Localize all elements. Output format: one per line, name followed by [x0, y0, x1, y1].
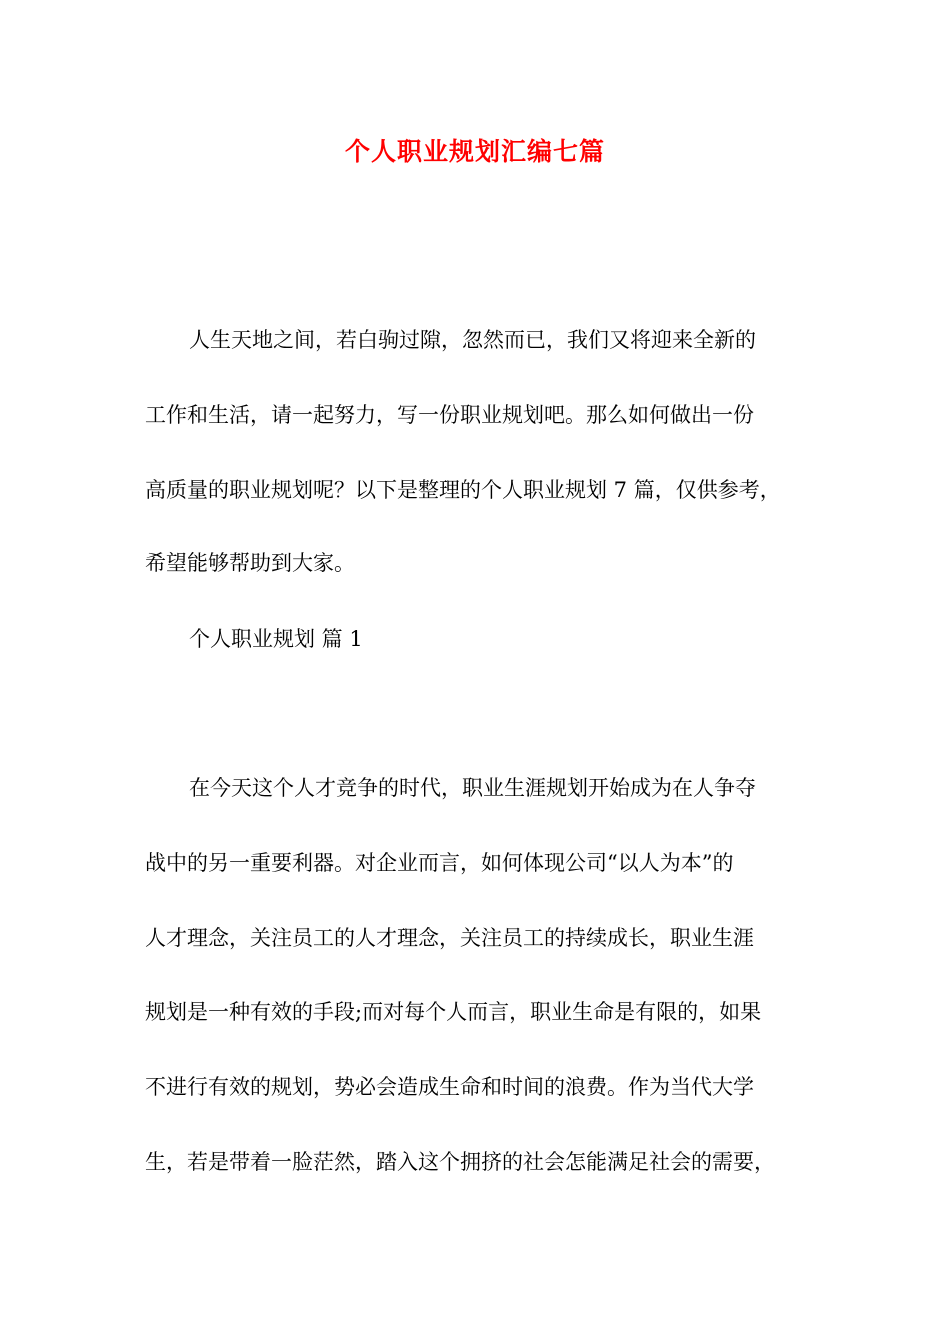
document-title: 个人职业规划汇编七篇 — [344, 137, 605, 166]
section-heading: 个人职业规划 篇 1 — [189, 627, 363, 651]
section1-line-4: 规划是一种有效的手段;而对每个人而言，职业生命是有限的，如果 — [145, 1000, 762, 1024]
section1-line-6: 生，若是带着一脸茫然，踏入这个拥挤的社会怎能满足社会的需要， — [145, 1150, 775, 1174]
section1-line-1: 在今天这个人才竞争的时代，职业生涯规划开始成为在人争夺 — [189, 776, 756, 800]
intro-line-1: 人生天地之间，若白驹过隙，忽然而已，我们又将迎来全新的 — [189, 328, 756, 352]
intro-line-4: 希望能够帮助到大家。 — [145, 551, 355, 575]
intro-line-2: 工作和生活，请一起努力，写一份职业规划吧。那么如何做出一份 — [145, 403, 754, 427]
intro-line-3: 高质量的职业规划呢？以下是整理的个人职业规划 7 篇，仅供参考， — [145, 478, 781, 502]
section1-line-2: 战中的另一重要利器。对企业而言，如何体现公司“以人为本”的 — [145, 851, 734, 875]
section1-line-5: 不进行有效的规划，势必会造成生命和时间的浪费。作为当代大学 — [145, 1075, 754, 1099]
section1-line-3: 人才理念，关注员工的人才理念，关注员工的持续成长，职业生涯 — [145, 926, 754, 950]
